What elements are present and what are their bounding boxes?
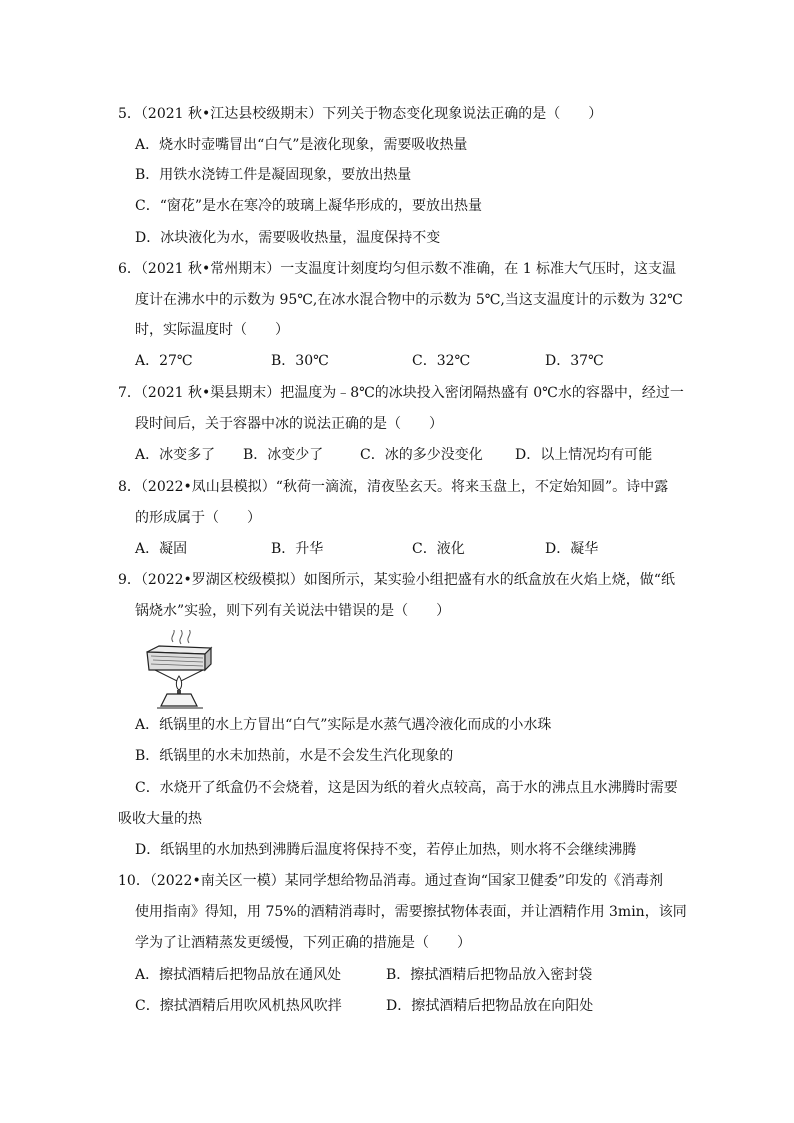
- q7-option-a: A．冰变多了: [135, 447, 216, 463]
- q6-option-b: B．30℃: [271, 353, 329, 369]
- q8-option-d: D．凝华: [545, 541, 599, 557]
- q7-stem-line2: 段时间后，关于容器中冰的说法正确的是（ ）: [135, 416, 443, 432]
- q8-stem-line1: 8．（2022•凤山县模拟）“秋荷一滴流，清夜坠玄天。将来玉盘上，不定始知圆”。诗中露: [118, 479, 669, 495]
- q5-option-b: B．用铁水浇铸工件是凝固现象，要放出热量: [135, 167, 412, 183]
- steam-line-2: [180, 630, 182, 644]
- q7-stem-line1: 7．（2021 秋•渠县期末）把温度为﹣8℃的冰块投入密闭隔热盛有 0℃水的容器中，经过一: [118, 385, 684, 401]
- q9-stem-line1: 9．（2022•罗湖区校级模拟）如图所示，某实验小组把盛有水的纸盒放在火焰上烧，做“纸: [118, 572, 675, 588]
- q10-option-b: B．擦拭酒精后把物品放入密封袋: [386, 967, 593, 983]
- q6-option-c: C．32℃: [412, 353, 471, 369]
- q7-option-c: C．冰的多少没变化: [360, 447, 483, 463]
- q8-stem-line2: 的形成属于（ ）: [135, 510, 261, 526]
- paper-pot-boiling-figure: [145, 630, 215, 710]
- q6-stem-line1: 6．（2021 秋•常州期末）一支温度计刻度均匀但示数不准确，在 1 标准大气压时，这支温: [118, 261, 677, 277]
- q10-stem-line3: 学为了让酒精蒸发更缓慢，下列正确的措施是（ ）: [135, 935, 471, 951]
- q8-option-c: C．液化: [412, 541, 465, 557]
- steam-line-1: [172, 630, 174, 642]
- q6-option-a: A．27℃: [135, 353, 193, 369]
- q6-stem-line3: 时，实际温度时（ ）: [135, 322, 289, 338]
- q8-option-a: A．凝固: [135, 541, 188, 557]
- q6-option-d: D．37℃: [545, 353, 604, 369]
- q10-option-c: C．擦拭酒精后用吹风机热风吹拌: [135, 998, 342, 1014]
- q9-option-c-line1: C．水烧开了纸盒仍不会烧着，这是因为纸的着火点较高，高于水的沸点且水沸腾时需要: [135, 780, 678, 796]
- q9-option-a: A．纸锅里的水上方冒出“白气”实际是水蒸气遇冷液化而成的小水珠: [135, 717, 552, 733]
- q10-option-d: D．擦拭酒精后把物品放在向阳处: [386, 998, 594, 1014]
- q5-option-d: D．冰块液化为水，需要吸收热量，温度保持不变: [135, 230, 441, 246]
- q5-option-a: A．烧水时壶嘴冒出“白气”是液化现象，需要吸收热量: [135, 137, 468, 153]
- flame: [176, 676, 181, 690]
- steam-line-3: [188, 630, 190, 643]
- q8-option-b: B．升华: [271, 541, 324, 557]
- q9-option-d: D．纸锅里的水加热到沸腾后温度将保持不变，若停止加热，则水将不会继续沸腾: [135, 842, 637, 858]
- q5-stem-line1: 5．（2021 秋•江达县校级期末）下列关于物态变化现象说法正确的是（ ）: [118, 106, 603, 122]
- q10-stem-line2: 使用指南》得知，用 75%的酒精消毒时，需要擦拭物体表面，并让酒精作用 3min，该同: [135, 904, 687, 920]
- alcohol-lamp: [161, 694, 197, 706]
- q7-option-b: B．冰变少了: [243, 447, 324, 463]
- q5-option-c: C．“窗花”是水在寒冷的玻璃上凝华形成的，要放出热量: [135, 198, 483, 214]
- q6-stem-line2: 度计在沸水中的示数为 95℃,在冰水混合物中的示数为 5℃,当这支温度计的示数为 32℃: [135, 292, 683, 308]
- q9-stem-line2: 锅烧水”实验，则下列有关说法中错误的是（ ）: [135, 603, 451, 619]
- q7-option-d: D．以上情况均有可能: [515, 447, 653, 463]
- q9-option-c-line2: 吸收大量的热: [118, 811, 202, 827]
- q10-option-a: A．擦拭酒精后把物品放在通风处: [135, 967, 342, 983]
- q9-option-b: B．纸锅里的水未加热前，水是不会发生汽化现象的: [135, 748, 454, 764]
- q10-stem-line1: 10．（2022•南关区一模）某同学想给物品消毒。通过查询“国家卫健委”印发的《消毒剂: [118, 873, 664, 889]
